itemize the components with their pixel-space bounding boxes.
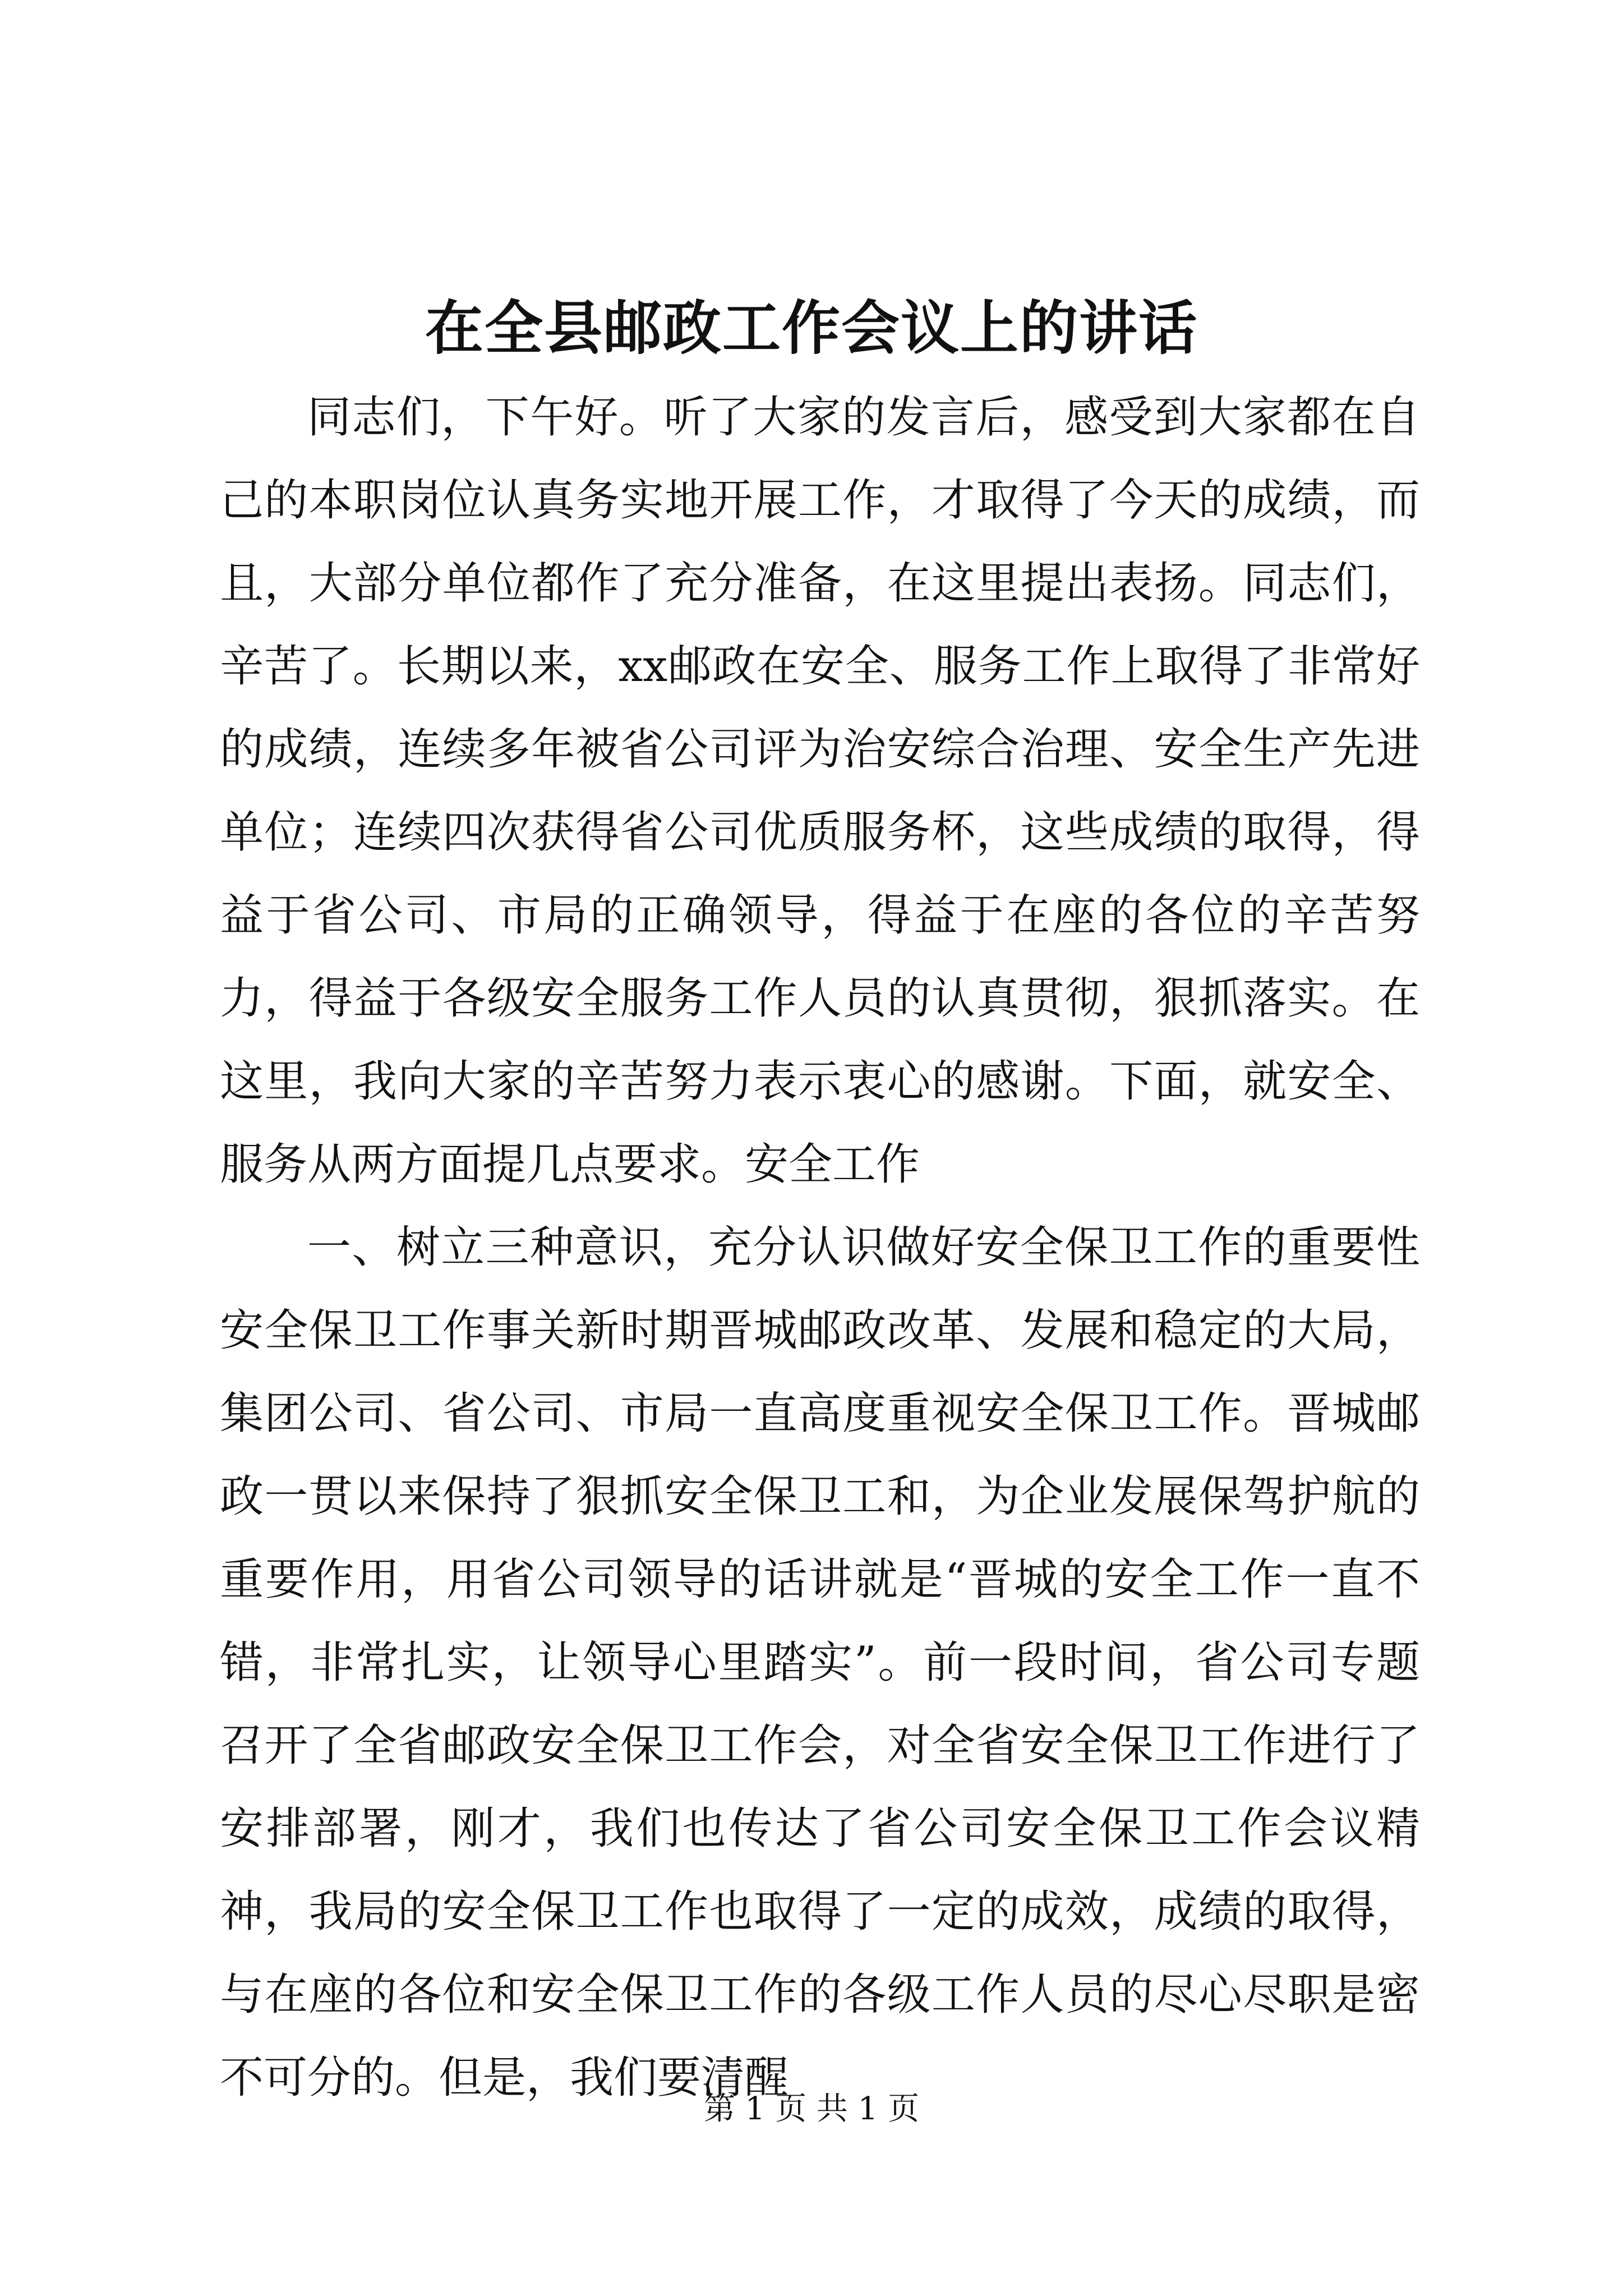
page-footer: 第 1 页 共 1 页 bbox=[703, 2091, 920, 2127]
paragraph: 同志们，下午好。听了大家的发言后，感受到大家都在自己的本职岗位认真务实地开展工作，才取得了今天的成绩，而且，大部分单位都作了充分准备，在这里提出表扬。同志们，辛苦了。长期以来，xx邮政在安全、服务工作上取得了非常好的成绩，连续多年被省公司评为治安综合治理、安全生产先进单位；连续四次获得省公司优质服务杯，这些成绩的取得，得益于省公司、市局的正确领导，得益于在座的各位的辛苦努力，得益于各级安全服务工作人员的认真贯彻，狠抓落实。在这里，我向大家的辛苦努力表示衷心的感谢。下面，就安全、服务从两方面提几点要求。安全工作 bbox=[220, 392, 1420, 1190]
paragraph: 一、树立三种意识，充分认识做好安全保卫工作的重要性安全保卫工作事关新时期晋城邮政改革、发展和稳定的大局，集团公司、省公司、市局一直高度重视安全保卫工作。晋城邮政一贯以来保持了狠抓安全保卫工和，为企业发展保驾护航的重要作用，用省公司领导的话讲就是“晋城的安全工作一直不错，非常扎实，让领导心里踏实”。前一段时间，省公司专题召开了全省邮政安全保卫工作会，对全省安全保卫工作进行了安排部署，刚才，我们也传达了省公司安全保卫工作会议精神，我局的安全保卫工作也取得了一定的成效，成绩的取得，与在座的各位和安全保卫工作的各级工作人员的尽心尽职是密不可分的。但是，我们要清醒 bbox=[220, 1222, 1420, 2103]
document-title: 在全县邮政工作会议上的讲话 bbox=[425, 293, 1198, 362]
document-body bbox=[220, 376, 1420, 2119]
